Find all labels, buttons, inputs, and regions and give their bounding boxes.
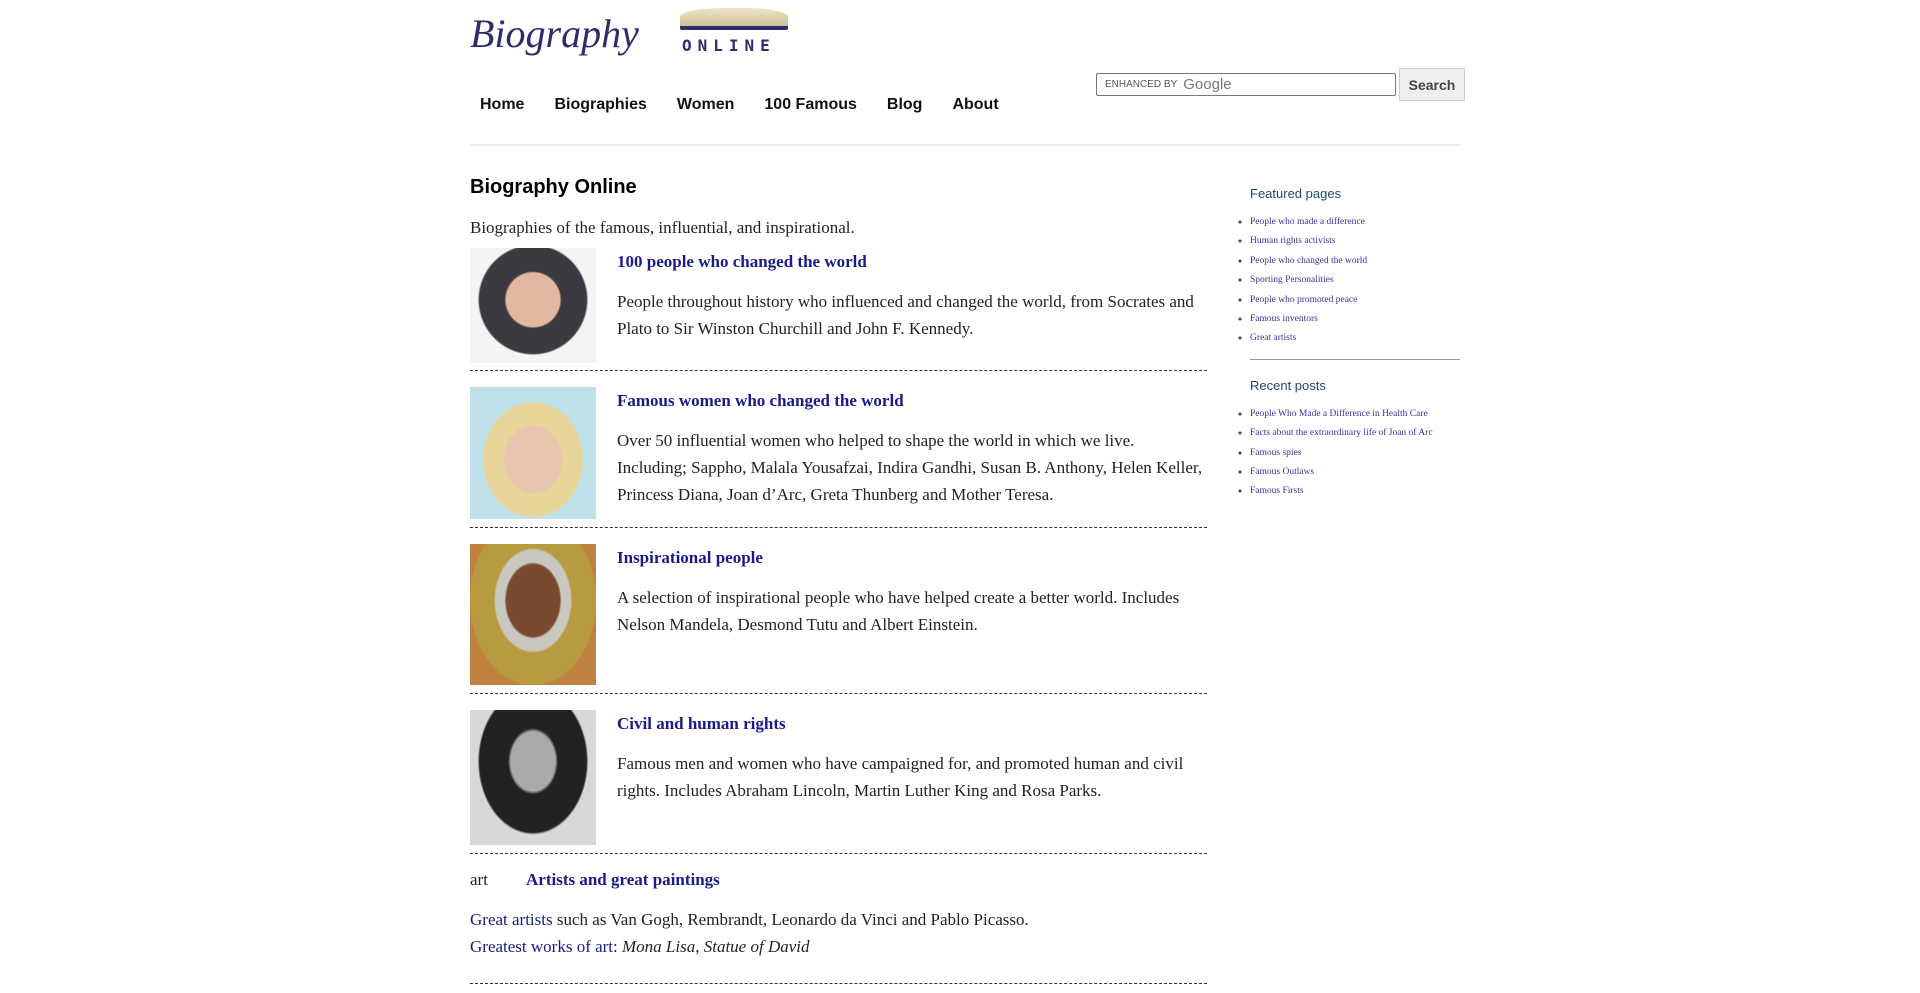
list-item bbox=[1250, 217, 1460, 236]
portrait-image[interactable] bbox=[470, 710, 596, 845]
main-nav bbox=[470, 96, 1019, 114]
search-button[interactable]: Search bbox=[1399, 68, 1465, 101]
nav-women[interactable]: Women bbox=[676, 96, 735, 113]
featured-link[interactable]: People who changed the world bbox=[1250, 255, 1368, 266]
recent-link[interactable]: Facts about the extraordinary life of Joan of Arc bbox=[1250, 428, 1433, 439]
section-text: A selection of inspirational people who have helped create a better world. Includes Nelson Mandela, Desmond Tutu and Albert Einstein. bbox=[617, 588, 1180, 634]
page-subtitle: Biographies of the famous, influential, and inspirational. bbox=[470, 218, 855, 237]
section-civil-rights bbox=[470, 694, 1207, 854]
recent-link[interactable]: Famous spies bbox=[1250, 447, 1302, 458]
featured-link[interactable]: People who promoted peace bbox=[1250, 294, 1358, 305]
list-item bbox=[1250, 467, 1460, 486]
broken-image-art: art bbox=[470, 870, 488, 889]
featured-link[interactable]: Famous inventors bbox=[1250, 313, 1318, 324]
list-item bbox=[1250, 295, 1460, 314]
google-brand: Google bbox=[1183, 76, 1232, 93]
portrait-image[interactable] bbox=[470, 248, 596, 363]
header-divider bbox=[470, 144, 1460, 146]
section-text: Famous men and women who have campaigned for, and promoted human and civil rights. Includes Abraham Lincoln, Martin Luther King and Rosa Parks. bbox=[617, 754, 1184, 800]
featured-link[interactable]: People who made a difference bbox=[1250, 217, 1365, 227]
logo-subtext: ONLINE bbox=[682, 36, 776, 55]
list-item bbox=[1250, 428, 1460, 447]
art-text: such as Van Gogh, Rembrandt, Leonardo da Vinci and Pablo Picasso. bbox=[552, 910, 1029, 929]
section-text: People throughout history who influenced and changed the world, from Socrates and Plato to Sir Winston Churchill and John F. Kennedy. bbox=[617, 292, 1194, 338]
list-item bbox=[1250, 333, 1460, 352]
nav-about[interactable]: About bbox=[952, 96, 999, 113]
site-logo[interactable] bbox=[470, 6, 795, 68]
sidebar bbox=[1250, 186, 1460, 506]
logo-text: Biography bbox=[470, 11, 639, 56]
section-inspirational bbox=[470, 528, 1207, 694]
section-title-link[interactable]: Inspirational people bbox=[617, 548, 763, 567]
section-100-people bbox=[470, 248, 1207, 371]
portrait-image[interactable] bbox=[470, 387, 596, 519]
featured-link[interactable]: Sporting Personalities bbox=[1250, 275, 1334, 286]
recent-link[interactable]: People Who Made a Difference in Health Care bbox=[1250, 408, 1428, 419]
nav-blog[interactable]: Blog bbox=[886, 96, 923, 113]
search-input[interactable] bbox=[1096, 73, 1396, 96]
recent-posts-heading: Recent posts bbox=[1250, 377, 1326, 393]
portrait-image[interactable] bbox=[470, 544, 596, 685]
nav-100-famous[interactable]: 100 Famous bbox=[764, 96, 857, 113]
search-placeholder: ENHANCED BY bbox=[1105, 79, 1178, 90]
featured-list bbox=[1250, 217, 1460, 353]
nav-biographies[interactable]: Biographies bbox=[554, 96, 647, 113]
great-artists-link[interactable]: Great artists bbox=[470, 910, 553, 929]
section-art bbox=[470, 854, 1207, 984]
list-item bbox=[1250, 409, 1460, 428]
section-title-link[interactable]: 100 people who changed the world bbox=[617, 252, 867, 271]
sep: : bbox=[613, 937, 623, 956]
featured-pages-heading: Featured pages bbox=[1250, 186, 1342, 201]
section-title-link[interactable]: Civil and human rights bbox=[617, 714, 786, 733]
page-title: Biography Online bbox=[470, 176, 637, 198]
section-title-link[interactable]: Artists and great paintings bbox=[526, 870, 720, 889]
greatest-works-link[interactable]: Greatest works of art bbox=[470, 937, 614, 956]
section-title-link[interactable]: Famous women who changed the world bbox=[617, 391, 904, 410]
recent-list bbox=[1250, 409, 1460, 506]
featured-link[interactable]: Human rights activists bbox=[1250, 236, 1336, 247]
section-text: Over 50 influential women who helped to shape the world in which we live. Including; Sappho, Malala Yousafzai, Indira Gandhi, Susan B. Anthony, Helen Keller, Princess Diana, Joan d’Arc, Greta Thunberg and Mother Teresa. bbox=[617, 431, 1203, 504]
featured-link[interactable]: Great artists bbox=[1250, 333, 1297, 344]
work-statue-of-david: Statue of David bbox=[703, 937, 810, 956]
recent-link[interactable]: Famous Outlaws bbox=[1250, 466, 1315, 477]
page bbox=[470, 0, 1460, 993]
sep: , bbox=[695, 937, 704, 956]
search-form bbox=[1096, 68, 1465, 101]
list-item bbox=[1250, 236, 1460, 255]
list-item bbox=[1250, 314, 1460, 333]
work-mona-lisa: Mona Lisa bbox=[622, 937, 696, 956]
list-item bbox=[1250, 448, 1460, 467]
main-content bbox=[470, 176, 1207, 984]
list-item bbox=[1250, 275, 1460, 294]
section-women bbox=[470, 371, 1207, 528]
list-item bbox=[1250, 486, 1460, 505]
list-item bbox=[1250, 256, 1460, 275]
book-icon bbox=[680, 8, 788, 30]
recent-link[interactable]: Famous Firsts bbox=[1250, 486, 1304, 497]
nav-home[interactable]: Home bbox=[480, 96, 525, 113]
sidebar-divider bbox=[1250, 359, 1460, 360]
